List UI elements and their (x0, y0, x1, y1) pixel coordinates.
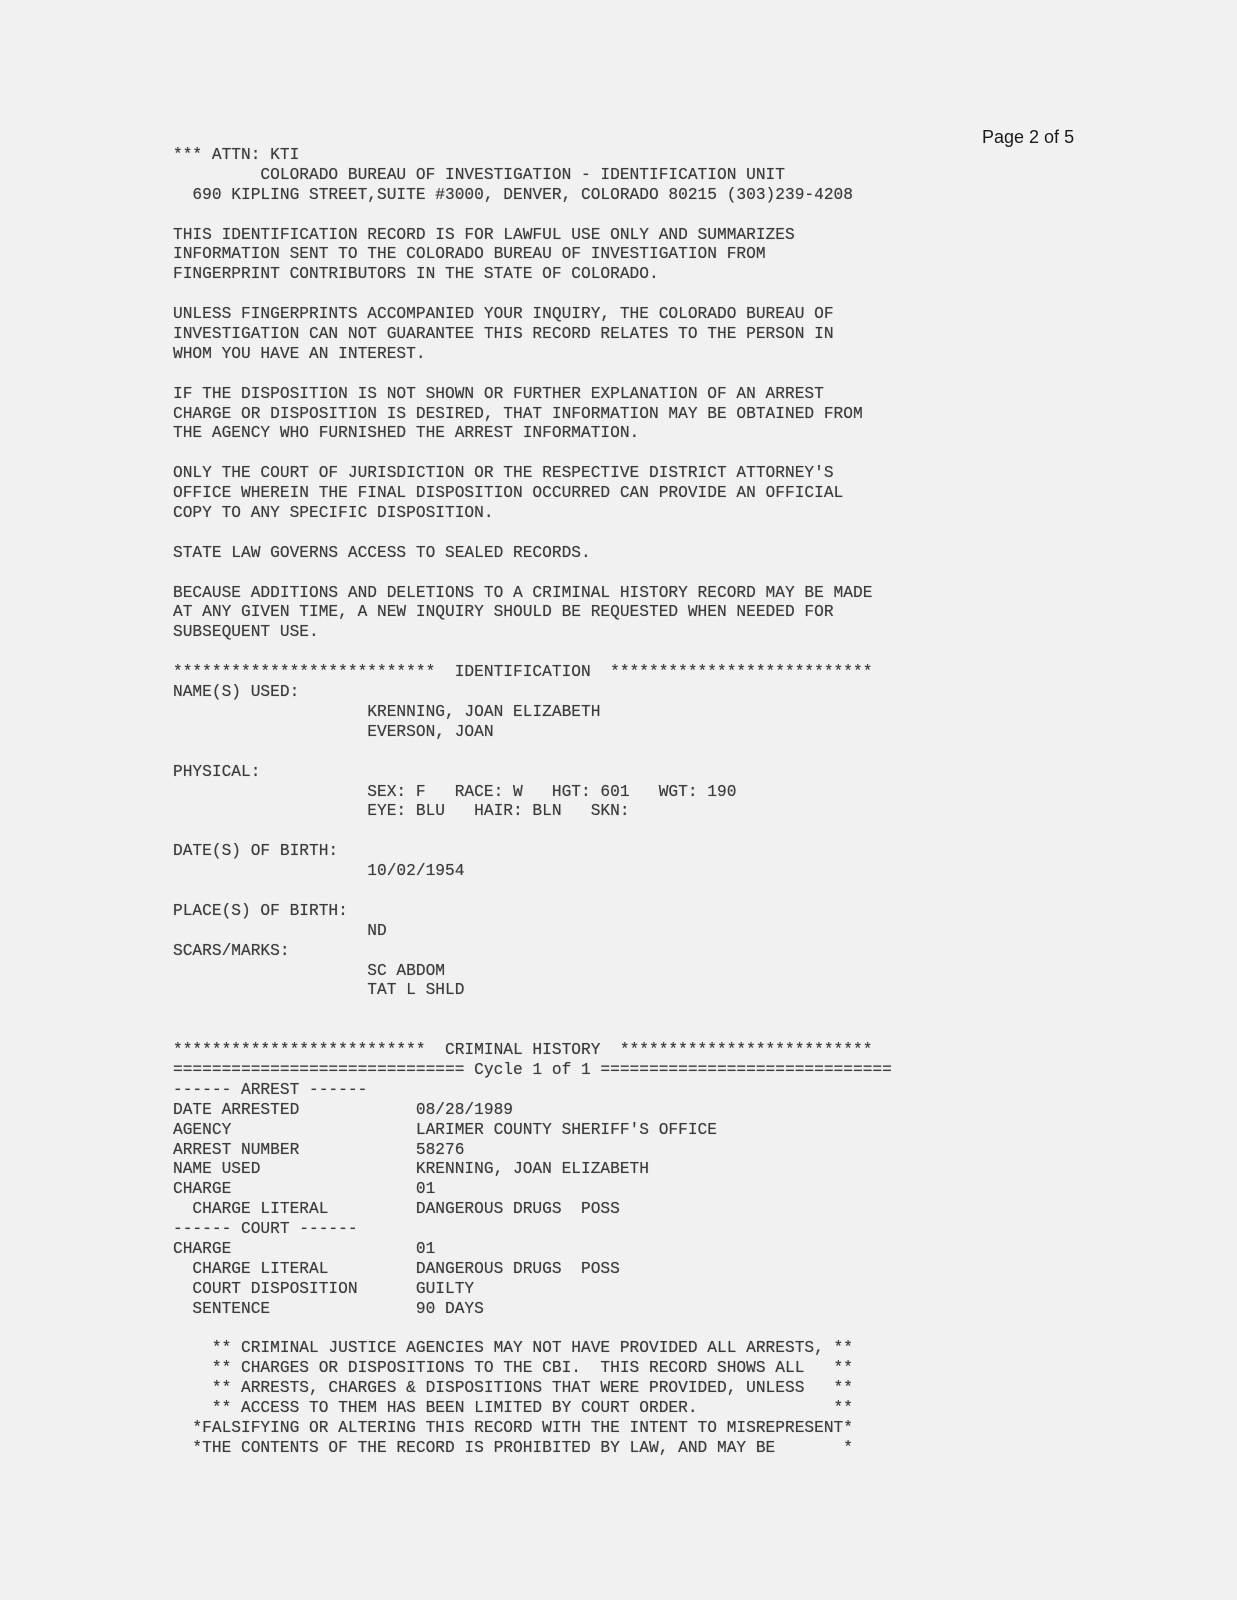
record-line: 10/02/1954 (173, 862, 465, 881)
record-line: SC ABDOM (173, 961, 445, 980)
record-line: ** CRIMINAL JUSTICE AGENCIES MAY NOT HAVE PROVIDED ALL ARRESTS, ** (173, 1339, 853, 1358)
record-line: EYE: BLU HAIR: BLN SKN: (173, 802, 630, 821)
record-line: ** CHARGES OR DISPOSITIONS TO THE CBI. THIS RECORD SHOWS ALL ** (173, 1359, 853, 1378)
record-line (173, 1021, 892, 1041)
record-line: NAME(S) USED: (173, 683, 300, 702)
record-line (173, 206, 892, 226)
record-line: ARREST NUMBER 58276 (173, 1140, 465, 1159)
record-line (173, 564, 892, 584)
record-line: CHARGE 01 (173, 1180, 436, 1199)
record-line: CHARGE 01 (173, 1239, 436, 1258)
record-line: WHOM YOU HAVE AN INTEREST. (173, 344, 426, 363)
record-line: INFORMATION SENT TO THE COLORADO BUREAU OF INVESTIGATION FROM (173, 245, 766, 264)
record-line: STATE LAW GOVERNS ACCESS TO SEALED RECORDS. (173, 543, 591, 562)
record-line: SENTENCE 90 DAYS (173, 1299, 484, 1318)
record-line: NAME USED KRENNING, JOAN ELIZABETH (173, 1160, 649, 1179)
page-number: Page 2 of 5 (982, 127, 1075, 147)
record-line: THE AGENCY WHO FURNISHED THE ARREST INFORMATION. (173, 424, 640, 443)
record-line: COLORADO BUREAU OF INVESTIGATION - IDENTIFICATION UNIT (173, 165, 785, 184)
record-line (173, 1320, 892, 1340)
record-line: INVESTIGATION CAN NOT GUARANTEE THIS RECORD RELATES TO THE PERSON IN (173, 325, 834, 344)
record-line: COURT DISPOSITION GUILTY (173, 1279, 475, 1298)
record-line (173, 365, 892, 385)
record-line: CHARGE OR DISPOSITION IS DESIRED, THAT INFORMATION MAY BE OBTAINED FROM (173, 404, 863, 423)
record-line: ** ARRESTS, CHARGES & DISPOSITIONS THAT WERE PROVIDED, UNLESS ** (173, 1379, 853, 1398)
record-line: *FALSIFYING OR ALTERING THIS RECORD WITH THE INTENT TO MISREPRESENT* (173, 1419, 853, 1437)
record-line: BECAUSE ADDITIONS AND DELETIONS TO A CRIMINAL HISTORY RECORD MAY BE MADE (173, 583, 873, 602)
record-line: TAT L SHLD (173, 981, 465, 1000)
record-line: *THE CONTENTS OF THE RECORD IS PROHIBITED BY LAW, AND MAY BE * (173, 1438, 853, 1457)
record-line (173, 444, 892, 464)
record-line (173, 882, 892, 902)
record-line: ============================== Cycle 1 of 1 ============================== (173, 1060, 892, 1079)
record-line: ** ACCESS TO THEM HAS BEEN LIMITED BY COURT ORDER. ** (173, 1399, 853, 1418)
criminal-history-record (173, 146, 892, 1459)
record-line (173, 285, 892, 305)
record-line: ONLY THE COURT OF JURISDICTION OR THE RESPECTIVE DISTRICT ATTORNEY'S (173, 464, 834, 483)
record-line: PLACE(S) OF BIRTH: (173, 901, 348, 920)
record-line: *** ATTN: KTI (173, 146, 300, 164)
record-line: SUBSEQUENT USE. (173, 623, 319, 642)
record-line: DATE(S) OF BIRTH: (173, 842, 339, 861)
record-line: AGENCY LARIMER COUNTY SHERIFF'S OFFICE (173, 1120, 717, 1139)
record-line (173, 743, 892, 763)
record-line: CHARGE LITERAL DANGEROUS DRUGS POSS (173, 1200, 620, 1219)
record-line: UNLESS FINGERPRINTS ACCOMPANIED YOUR INQUIRY, THE COLORADO BUREAU OF (173, 305, 834, 324)
record-line: ------ ARREST ------ (173, 1080, 368, 1099)
record-line: SEX: F RACE: W HGT: 601 WGT: 190 (173, 782, 737, 801)
record-line (173, 822, 892, 842)
record-line: DATE ARRESTED 08/28/1989 (173, 1100, 513, 1119)
record-line: COPY TO ANY SPECIFIC DISPOSITION. (173, 504, 494, 523)
record-line (173, 524, 892, 544)
record-line: ND (173, 921, 387, 940)
record-line: KRENNING, JOAN ELIZABETH (173, 702, 601, 721)
record-line: CHARGE LITERAL DANGEROUS DRUGS POSS (173, 1259, 620, 1278)
record-line: *************************** IDENTIFICATION *************************** (173, 663, 873, 682)
record-line: AT ANY GIVEN TIME, A NEW INQUIRY SHOULD BE REQUESTED WHEN NEEDED FOR (173, 603, 834, 622)
record-line: OFFICE WHEREIN THE FINAL DISPOSITION OCCURRED CAN PROVIDE AN OFFICIAL (173, 484, 844, 503)
record-line: THIS IDENTIFICATION RECORD IS FOR LAWFUL USE ONLY AND SUMMARIZES (173, 225, 795, 244)
record-line (173, 643, 892, 663)
record-line: ------ COURT ------ (173, 1220, 358, 1239)
record-line (173, 1001, 892, 1021)
record-line: PHYSICAL: (173, 762, 261, 781)
record-line: SCARS/MARKS: (173, 941, 290, 960)
record-line: FINGERPRINT CONTRIBUTORS IN THE STATE OF COLORADO. (173, 265, 659, 284)
record-line: EVERSON, JOAN (173, 722, 494, 741)
record-line: 690 KIPLING STREET,SUITE #3000, DENVER, COLORADO 80215 (303)239-4208 (173, 185, 853, 204)
record-line: ************************** CRIMINAL HISTORY ************************** (173, 1041, 873, 1060)
record-line: IF THE DISPOSITION IS NOT SHOWN OR FURTHER EXPLANATION OF AN ARREST (173, 384, 824, 403)
